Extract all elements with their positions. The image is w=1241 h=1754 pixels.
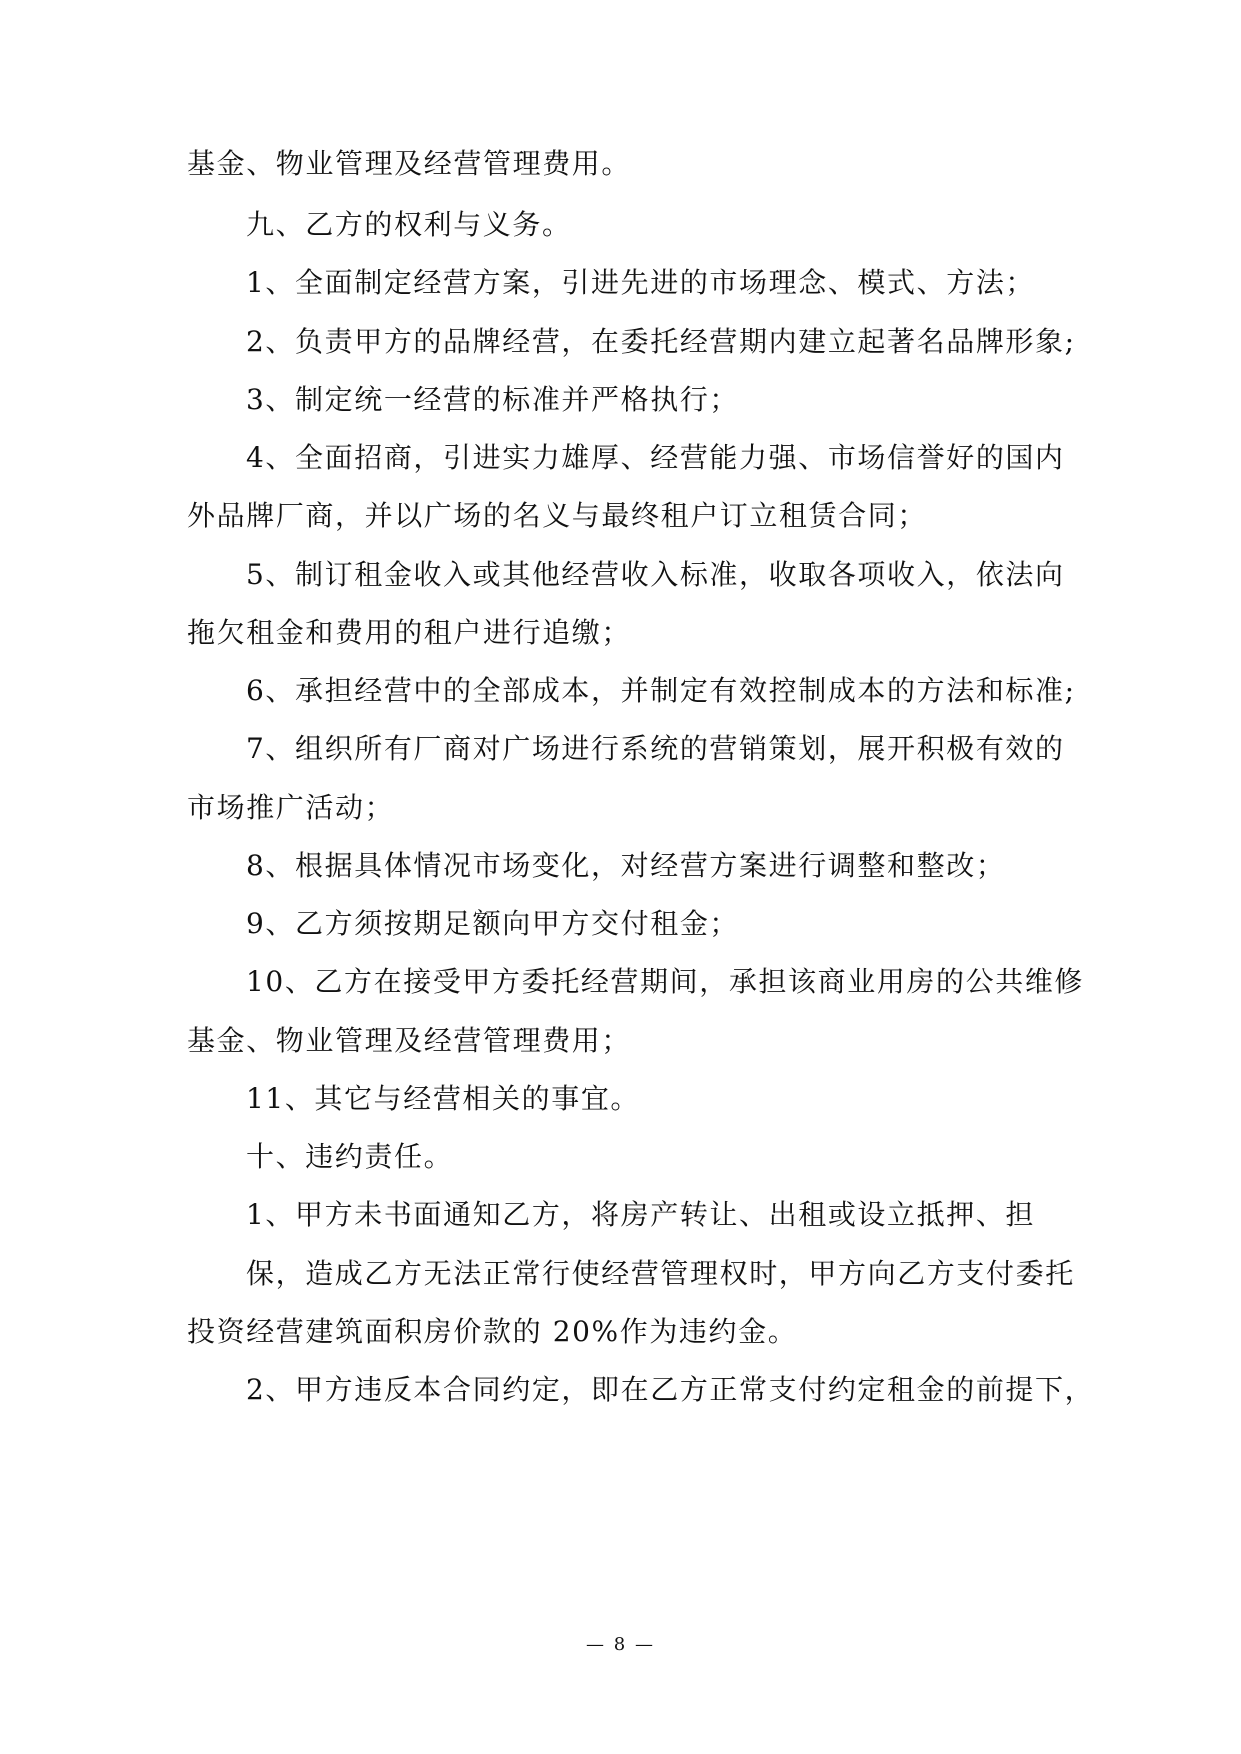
list-item: 11、其它与经营相关的事宜。: [246, 1082, 641, 1115]
list-item: 2、甲方违反本合同约定，即在乙方正常支付约定租金的前提下，: [246, 1373, 1095, 1406]
list-item: 6、承担经营中的全部成本，并制定有效控制成本的方法和标准;: [246, 674, 1076, 707]
list-item: 10、乙方在接受甲方委托经营期间，承担该商业用房的公共维修: [246, 965, 1085, 998]
list-item: 3、制定统一经营的标准并严格执行；: [246, 383, 740, 416]
list-item: 4、全面招商，引进实力雄厚、经营能力强、市场信誉好的国内: [246, 441, 1065, 474]
list-item: 2、负责甲方的品牌经营，在委托经营期内建立起著名品牌形象;: [246, 325, 1076, 358]
list-item-continuation: 外品牌厂商，并以广场的名义与最终租户订立租赁合同；: [187, 499, 928, 532]
list-item-continuation: 市场推广活动；: [187, 791, 395, 824]
text-line: 基金、物业管理及经营管理费用。: [187, 147, 632, 180]
page-number: — 8 —: [586, 1634, 655, 1655]
list-item-continuation: 基金、物业管理及经营管理费用；: [187, 1024, 632, 1057]
list-item: 1、全面制定经营方案，引进先进的市场理念、模式、方法；: [246, 266, 1036, 299]
list-item-continuation: 保，造成乙方无法正常行使经营管理权时，甲方向乙方支付委托: [246, 1257, 1075, 1290]
list-item-continuation: 投资经营建筑面积房价款的 20%作为违约金。: [187, 1315, 798, 1348]
list-item: 1、甲方未书面通知乙方，将房产转让、出租或设立抵押、担: [246, 1198, 1036, 1231]
list-item: 8、根据具体情况市场变化，对经营方案进行调整和整改；: [246, 849, 1006, 882]
section-heading: 九、乙方的权利与义务。: [246, 208, 572, 241]
section-heading: 十、违约责任。: [246, 1140, 454, 1173]
list-item: 7、组织所有厂商对广场进行系统的营销策划，展开积极有效的: [246, 732, 1065, 765]
list-item-continuation: 拖欠租金和费用的租户进行追缴；: [187, 616, 632, 649]
list-item: 9、乙方须按期足额向甲方交付租金；: [246, 907, 740, 940]
list-item: 5、制订租金收入或其他经营收入标准，收取各项收入，依法向: [246, 558, 1065, 591]
